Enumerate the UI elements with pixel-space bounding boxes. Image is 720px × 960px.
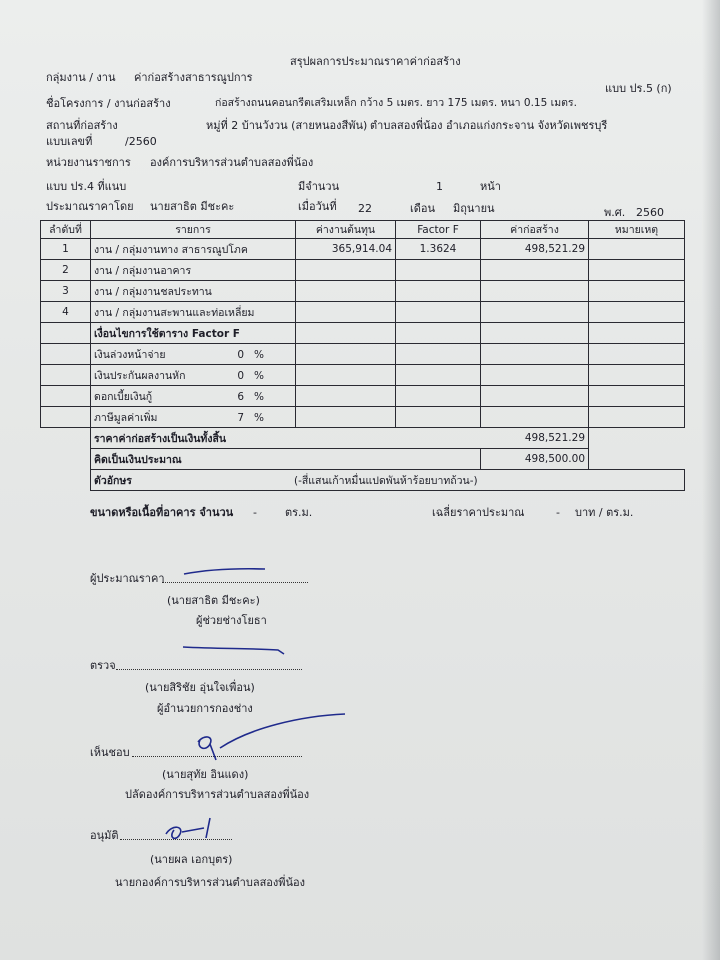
table-row [41, 239, 685, 260]
condition-row [41, 407, 685, 428]
budget-value: 498,500.00 [481, 449, 589, 470]
col-header-construction: ค่าก่อสร้าง [481, 221, 589, 239]
checker-signature [180, 640, 290, 660]
form-code: แบบ ปร.5 (ก) [605, 82, 672, 95]
authorizer-signature [160, 812, 240, 846]
estimator-signature [180, 560, 270, 580]
agency-value: องค์การบริหารส่วนตำบลสองพี่น้อง [150, 156, 314, 169]
page-edge-shadow [702, 0, 720, 960]
col-header-cost: ค่างานต้นทุน [296, 221, 396, 239]
row-factor [396, 260, 481, 281]
row-remark [589, 260, 685, 281]
approver-name: (นายสุทัย อินแดง) [162, 768, 249, 781]
estimator-label: ประมาณราคาโดย [46, 200, 134, 213]
building-size-value: - [253, 506, 257, 519]
col-header-no: ลำดับที่ [41, 221, 91, 239]
checker-sign-line [116, 669, 302, 670]
table-header-row [41, 221, 685, 239]
agency-label: หน่วยงานราชการ [46, 156, 131, 169]
plan-value: /2560 [125, 135, 157, 148]
site-location: ตำบลสองพี่น้อง อำเภอแก่งกระจาน จังหวัดเพชรบุรี [370, 119, 608, 132]
project-label: ชื่อโครงการ / งานก่อสร้าง [46, 97, 171, 110]
row-item: งาน / กลุ่มงานสะพานและท่อเหลี่ยม [91, 302, 296, 323]
estimator-position: ผู้ช่วยช่างโยธา [196, 614, 267, 627]
condition-unit: % [254, 390, 264, 403]
row-construction: 498,521.29 [481, 239, 589, 260]
checker-position: ผู้อำนวยการกองช่าง [157, 702, 253, 715]
page-unit: หน้า [480, 180, 501, 193]
date-day: 22 [358, 202, 372, 215]
condition-value: 7 [237, 411, 244, 424]
row-cost [296, 260, 396, 281]
row-item: งาน / กลุ่มงานชลประทาน [91, 281, 296, 302]
date-label: เมื่อวันที่ [298, 200, 337, 213]
letters-value: (-สี่แสนเก้าหมื่นแปดพันห้าร้อยบาทถ้วน-) [294, 474, 478, 487]
table-row [41, 281, 685, 302]
row-factor: 1.3624 [396, 239, 481, 260]
row-construction [481, 281, 589, 302]
average-price-value: - [556, 506, 560, 519]
estimator-name: (นายสาธิต มีชะคะ) [167, 594, 260, 607]
row-cost [296, 302, 396, 323]
group-value: ค่าก่อสร้างสาธารณูปการ [134, 71, 253, 84]
checker-name: (นายสิริชัย อุ่นใจเพื่อน) [145, 681, 255, 694]
condition-unit: % [254, 411, 264, 424]
count-label: มีจำนวน [298, 180, 340, 193]
estimator-sign-label: ผู้ประมาณราคา [90, 572, 165, 585]
row-factor [396, 302, 481, 323]
row-factor [396, 281, 481, 302]
month-value: มิถุนายน [453, 202, 495, 215]
letters-row [41, 470, 685, 491]
condition-value: 0 [237, 348, 244, 361]
year-label: พ.ศ. [604, 206, 626, 219]
row-remark [589, 302, 685, 323]
authorizer-name: (นายผล เอกบุตร) [150, 853, 233, 866]
conditions-title: เงื่อนไขการใช้ตาราง Factor F [91, 323, 296, 344]
letters-label: ตัวอักษร [94, 474, 132, 487]
form4-label: แบบ ปร.4 ที่แนบ [46, 180, 127, 193]
plan-label: แบบเลขที่ [46, 135, 93, 148]
row-no: 1 [41, 239, 91, 260]
row-remark [589, 239, 685, 260]
table-row [41, 302, 685, 323]
row-no: 3 [41, 281, 91, 302]
estimator-sign-line [162, 582, 308, 583]
year-value: 2560 [636, 206, 664, 219]
condition-label: เงินประกันผลงานหัก [94, 369, 186, 382]
condition-row [41, 365, 685, 386]
authorizer-position: นายกองค์การบริหารส่วนตำบลสองพี่น้อง [115, 876, 306, 889]
approver-signature [190, 708, 350, 768]
building-size-label: ขนาดหรือเนื้อที่อาคาร จำนวน [90, 506, 234, 519]
month-label: เดือน [410, 202, 436, 215]
row-construction [481, 260, 589, 281]
site-label: สถานที่ก่อสร้าง [46, 119, 118, 132]
approver-sign-label: เห็นชอบ [90, 746, 130, 759]
row-cost [296, 281, 396, 302]
row-construction [481, 302, 589, 323]
authorizer-sign-label: อนุมัติ [90, 829, 119, 842]
row-no: 4 [41, 302, 91, 323]
average-price-label: เฉลี่ยราคาประมาณ [432, 506, 525, 519]
count-value: 1 [436, 180, 443, 193]
row-item: งาน / กลุ่มงานทาง สาธารณูปโภค [91, 239, 296, 260]
condition-value: 6 [237, 390, 244, 403]
total-row [41, 428, 685, 449]
col-header-item: รายการ [91, 221, 296, 239]
table-row [41, 260, 685, 281]
cost-summary-table [40, 220, 685, 491]
condition-label: ดอกเบี้ยเงินกู้ [94, 390, 153, 403]
site-value: หมู่ที่ 2 บ้านวังวน (สายหนองสีพัน) [206, 119, 368, 132]
budget-row [41, 449, 685, 470]
condition-label: ภาษีมูลค่าเพิ่ม [94, 411, 158, 424]
estimator-value: นายสาธิต มีชะคะ [150, 200, 235, 213]
average-price-unit: บาท / ตร.ม. [575, 506, 634, 519]
approver-position: ปลัดองค์การบริหารส่วนตำบลสองพี่น้อง [125, 788, 310, 801]
row-remark [589, 281, 685, 302]
condition-label: เงินล่วงหน้าจ่าย [94, 348, 166, 361]
condition-row [41, 386, 685, 407]
conditions-title-row [41, 323, 685, 344]
row-cost: 365,914.04 [296, 239, 396, 260]
condition-unit: % [254, 369, 264, 382]
col-header-factor: Factor F [396, 221, 481, 239]
condition-value: 0 [237, 369, 244, 382]
total-value: 498,521.29 [481, 428, 589, 449]
row-item: งาน / กลุ่มงานอาคาร [91, 260, 296, 281]
checker-sign-label: ตรวจ [90, 659, 116, 672]
budget-label: คิดเป็นเงินประมาณ [91, 449, 481, 470]
document-title: สรุปผลการประมาณราคาค่าก่อสร้าง [290, 55, 461, 68]
total-label: ราคาค่าก่อสร้างเป็นเงินทั้งสิ้น [91, 428, 481, 449]
project-value: ก่อสร้างถนนคอนกรีตเสริมเหล็ก กว้าง 5 เมตร. ยาว 175 เมตร. หนา 0.15 เมตร. [215, 97, 577, 109]
group-label: กลุ่มงาน / งาน [46, 71, 116, 84]
condition-row [41, 344, 685, 365]
row-no: 2 [41, 260, 91, 281]
building-size-unit: ตร.ม. [285, 506, 313, 519]
col-header-remark: หมายเหตุ [589, 221, 685, 239]
condition-unit: % [254, 348, 264, 361]
